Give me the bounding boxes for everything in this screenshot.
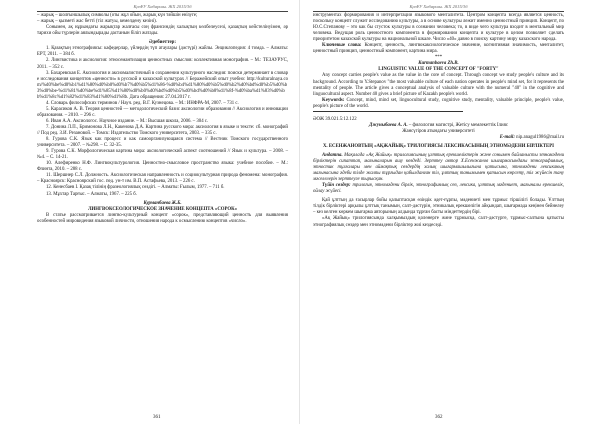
keywords-kz-label: Түйін сөздер: [322, 183, 351, 189]
next-article-title: ЛИНГВОКСЕОЛОГИЧЕСКОЕ ЗНАЧЕНИЕ КОНЦЕПТА «СОРОК» [87, 206, 238, 212]
intro-paragraph: Сонымен, ақ нұрындағы жарықтар жалғасы соң франсиндің халықтың көлбелеусезі, қазақтың кейстелінуімен, әр тарихи ойы түрлерін аялындырады дастанын біліп жатады. [37, 25, 288, 37]
udc-code: ӘОЖ 39.021.5:12.122 [313, 116, 357, 122]
author-name: Джуныбаева А. А. [369, 122, 408, 128]
reference-item: 12. Кенесбаев I. Қазақ тілінің фразеологиялық сөздігі. – Алматы: Ғылым, 1977. – 711 б. [46, 185, 225, 191]
english-title: LINGUISTIC VALUE OF THE CONCEPT OF "FORTY" [378, 67, 499, 73]
author-degree: – филология магистрі, Жетісу мемлекеттік Ілияс [408, 122, 508, 128]
reference-item: 1. Қазақтың этнографиясы: кафедерлар, үйлердің түп атаулары (дәстүрі) жайлы. Энциклопедия: 4 томда. – Алматы: ЕРТ, 2011. – 384 б. [37, 46, 288, 58]
keywords-kz-text: трилогия, этномәдени бірлік, этнографиялық сөз, лексика, ұлттық мәдениет, мағыналы ерекшелік, ойлау жүйесі. [313, 183, 564, 195]
reference-item: 4. Словарь философских терминов / Науч. ред. В.Г. Кузнецова. – М.: ИНФРА-М, 2007. – 731 с. [46, 100, 239, 106]
reference-item: 10. Алефиренко Н.Ф. Лингвокультурология. Ценностно-смысловое пространство языка: учебное пособие. – М.: Флинта, 2010. – 288 с. [37, 161, 288, 173]
reference-item: 5. Карасиков А. В. Теория ценностей — методологический базис аксиологии образования // Аксиология и инновации образования. – 2010. – 296 с. [37, 106, 288, 118]
next-article-author: Курманбаева Ж.Б. [143, 200, 182, 206]
body-paragraph: «Ақ Жайық» трилогиясында халқымыздың қолөнерге және тұрмысқа, салт-дәстүрге, тұрмыс-салтына қатысты этнографиялық сөздер мен этномәдени бірліктер жиі кездеседі. [313, 216, 564, 228]
reference-item: 3. Бахаревская Е. Аксиология и аксиомалистичный в сохранении культурного наследия: поиски детерминант в словаре исследования концептов «ценности» в русской и казахской культурах // Беражейский опыт учебно: http://kulturalnaya.com/%d0%be%d0%b1%d1%80%d0%b0%d0%b7%d0%b5%d1%86-%d0%b4%d1%80%d0%b5%d0%b2%d0%bd%d0%b5%d0%b3%d0%be-%d1%81%d0%be%d1%85%d1%80%d0%b0%d0%bd%d0%b5%d0%bd%d0%b8%d1%8f-%d0%ba%d1%83%d0%bb%d1%8c%d1%82%d1%83%d1%80%d1%8b. Дата обращения: 27.04.2017 г. [37, 70, 288, 100]
annotation [313, 153, 564, 183]
header-rule [313, 11, 564, 12]
continued-paragraph: инструментах формирования и интерпретации языкового менталитета. Центром концепта всегда является ценность, поскольку концепт служит исследованию культуры, а в основе культуры лежит именно ценностный принцип. Концепт, по Ю.С.Степанову – это как бы сгусток культуры в сознании человека; то, в виде чего культура входит в ментальный мир человека. Ведущая роль ценностного компонента в формировании концепта и культуре в целом позволяет сделать приоритетом казахской культуры на национальной шкале. Число «40» давно в поиску картину миру казахского народа. [313, 13, 564, 43]
intro-line: – жарық – шолғыншылық символы (оты жұл ойын, жарық күн тәйшін енізуге; [37, 13, 198, 18]
annotation-text: Мақалада «Ақ Жайық» трилогиясының ұлттық ерекшеліктерін және сонымен байланысты этномәдени бірліктерін сипаттап, мағыналарын ашу көздеді. Зерттеу автор Х.Есенжанов шығармасындағы этнографиялық, этностик тұлғалары мен аймақтық сөздердің халық шығармашылығына қатысына, этномәдени лексиканың мағынасына әдеби тілде жалпы тұрғыдан қабылданған тіл, ұлттық танымымен қатысын көрсету, тіл жүйесін тану мәселелерін зерттеуге тырысқан. [313, 152, 564, 183]
email-label: E-mail: [499, 134, 515, 140]
intro-line: – жарық – қызметі жас бетті (тіл жатуы, кемелдену кезіні). [37, 19, 157, 25]
reference-item: 2. Лингвистика и аксиология: этносемантизация ценностных смыслов: коллективная монография. – М.: ТЕЗАУРУС, 2011. – 352 с. [37, 58, 288, 70]
references-title: Әдебиеттер: [148, 40, 176, 46]
reference-item: 11. Шершнер С.Л. Должность. Аксиологическая направленность и социокультурная природа феномена: монография. – Красноярск: Красноярский гос. пед. ун-т им. В.П. Астафьева, 2013. – 226 с. [37, 173, 288, 185]
affiliation: Жансүгіров атындағы университеті [402, 128, 475, 134]
right-page [300, 0, 600, 424]
article-title: Х. ЕСЕНЖАНОВТЫҢ «АҚЖАЙЫҚ» ТРИЛОГИЯСЫ ЛЕКСИКАСЫНЫҢ ЭТНОМӘДЕНИ БІРЛІКТЕРІ [322, 143, 555, 149]
section-divider [313, 111, 463, 112]
separator-stars: *** [434, 55, 443, 61]
keywords-en-label: Keywords: [322, 97, 345, 103]
keywords-en [313, 98, 564, 110]
english-abstract: Any concept carries people's value as the value in the core of concept. Through concept we study people's culture and its background. According to Y.Stepanov "the most valuable culture of each nation operates in people's mind set, for it represents the mentality of people. The article gives a conceptual analysis of valuable culture with the numeral "40" in the cognitive and linguocultural aspect. Number 40 gives a brief picture of Kazakh people's world. [313, 73, 564, 97]
keywords-en-text: Concept, mind, mind set, linguocultural study, cognitive study, mentality, valuable principle, people's value, people's picture of the world. [313, 97, 564, 109]
reference-item: 8. Гурова С.К. Язык как процесс и как самоорганизующаяся система // Вестник Томского государственного университета. – 2007. – №298. – С. 32-35. [37, 137, 288, 149]
keywords-kz [313, 183, 564, 195]
page-number-right: 362 [435, 415, 443, 420]
reference-item: 13. Мұхтар Тарғыс. – Алматы, 1967. – 225 б. [46, 191, 137, 197]
running-header-left: ҚазҰУ Хабаршы. ЖХ 2015/3б [133, 4, 192, 9]
english-author: Kurmanbaeva Zh.B. [418, 61, 459, 67]
reference-item: 6. Иван А.А. Аксиологос. Научное издание. – М.: Высшая школа, 2006. – 304 с. [46, 118, 209, 124]
reference-item: 7. Донина Л.П., Бримонова Л.Н., Какенова Д.А. Картина русского мира: аксиология в языке и тексте: сб. монографий // Под ред. З.И. Резановой. – Томск: Издательство Томского университета, 2003. – 335 с. [37, 125, 288, 137]
header-rule [37, 11, 288, 12]
keywords-ru [313, 43, 564, 55]
page-number-left: 361 [153, 415, 161, 420]
next-article-abstract: В статье рассматривается лингво-культурный концепт «сорок», представляющий ценность для выявления особенностей мировидения языковой личности, отношения народа к осмыслению концептов «число». [37, 212, 288, 224]
reference-item: 9. Гурова С.К. Морфологическая картина мира: аксиологический аспект соотношений // Язык и культура. – 2008. – №4. – С. 14-21. [37, 149, 288, 161]
body-paragraph: Қай ұлттың да ғасырлар бойы қалыптасқан өзіндік әдет-ғұрпы, мәдениеті мен тұрмыс тіршілігі болады. Ұлттың тілдік бірліктері арқылы ұлттық танымын, салт-дәстүрін, этникалық ерекшелігін айқындап, шығармада кеңінен бейнелеу – кез келген көркем шығарма авторының алдында тұрған басты міндеттердің бірі. [313, 198, 564, 216]
keywords-ru-label: Ключевые слова: [322, 43, 362, 49]
email-address: nip.anagul1986@mail.ru [516, 134, 564, 140]
running-header-right: ҚазҰУ Хабаршы. ЖХ 2015/3б [409, 4, 468, 9]
references-list [37, 46, 288, 197]
annotation-label: Андатпа. [322, 152, 343, 158]
keywords-ru-text: Концепт, ценность, лингвокаксиологическое значение, когнитивная значимость, менталитет, ценностный принцип, ценностный компонент, картина мира. [313, 43, 565, 55]
